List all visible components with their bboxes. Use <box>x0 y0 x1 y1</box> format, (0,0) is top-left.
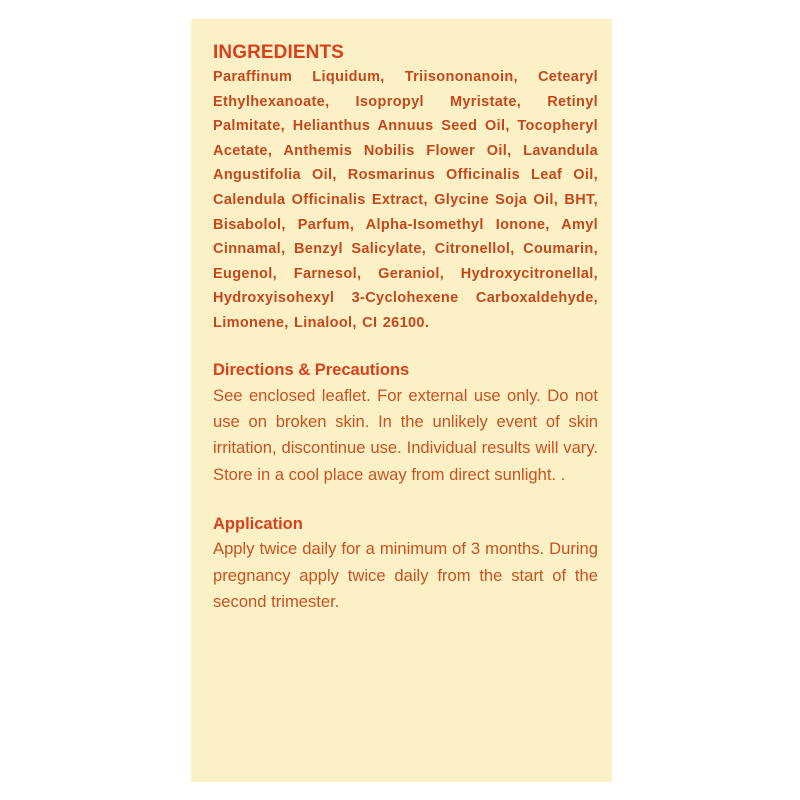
directions-heading: Directions & Precautions <box>213 360 410 379</box>
directions-text: See enclosed leaflet. For external use only. Do not use on broken skin. In the unlikely event of skin irritation, discontinue use. Individual results will vary. Store in a cool place away from direct sunlight. . <box>213 385 598 484</box>
application-text: Apply twice daily for a minimum of 3 months. During pregnancy apply twice daily from the start of the second trimester. <box>213 539 598 612</box>
ingredients-list: Paraffinum Liquidum, Triisononanoin, Cetearyl Ethylhexanoate, Isopropyl Myristate, Retinyl Palmitate, Helianthus Annuus Seed Oil, Tocopheryl Acetate, Anthemis Nobilis Flower Oil, Lavandula Angustifolia Oil, Rosmarinus Officinalis Leaf Oil, Calendula Officinalis Extract, Glycine Soja Oil, BHT, Bisabolol, Parfum, Alpha-Isomethyl Ionone, Amyl Cinnamal, Benzyl Salicylate, Citronellol, Coumarin, Eugenol, Farnesol, Geraniol, Hydroxycitronellal, Hydroxyisohexyl 3-Cyclohexene Carboxaldehyde, Limonene, Linalool, CI 26100. <box>213 69 598 331</box>
application-heading: Application <box>213 515 303 534</box>
product-label-panel <box>191 19 612 782</box>
ingredients-heading: INGREDIENTS <box>213 42 344 63</box>
